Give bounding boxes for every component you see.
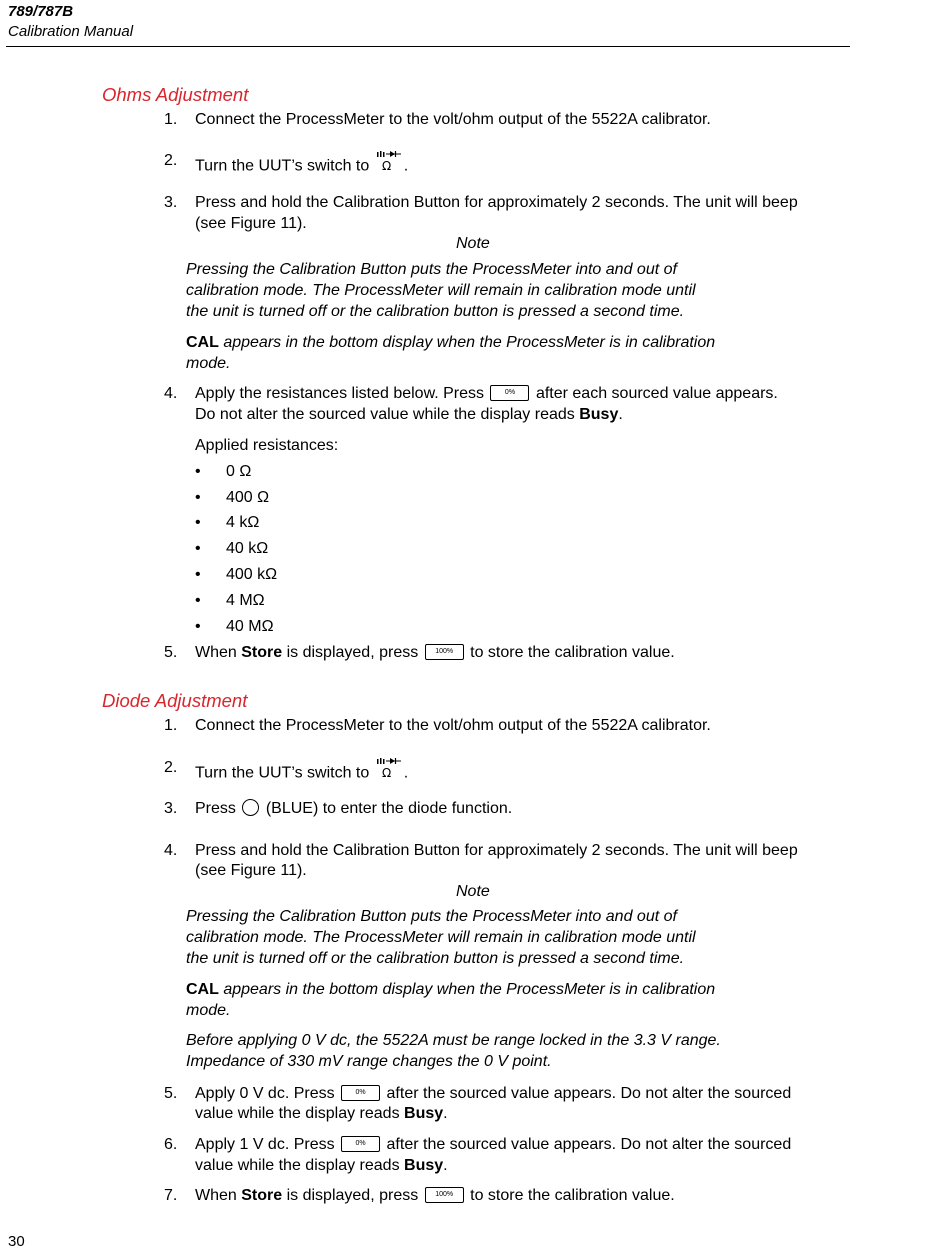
step-text: Do not alter the sourced value while the display reads bbox=[195, 406, 580, 423]
hundred-percent-key-icon: 100% bbox=[425, 644, 464, 660]
note-line bbox=[186, 981, 715, 999]
resistance-value: 4 kΩ bbox=[226, 514, 260, 531]
note-line: calibration mode. The ProcessMeter will remain in calibration mode until bbox=[186, 929, 696, 946]
step-number: 1. bbox=[164, 717, 178, 734]
zero-percent-key-icon: 0% bbox=[490, 385, 529, 401]
step-text: is displayed, press bbox=[282, 1187, 419, 1204]
step-number: 4. bbox=[164, 842, 178, 859]
diode-step-3 bbox=[195, 800, 512, 818]
ohms-step-2 bbox=[195, 152, 408, 181]
svg-text:Ω: Ω bbox=[381, 159, 391, 173]
step-number: 5. bbox=[164, 1085, 178, 1102]
resistance-value: 0 Ω bbox=[226, 463, 252, 480]
ohms-section-title: Ohms Adjustment bbox=[102, 84, 249, 105]
step-text: after each sourced value appears. bbox=[535, 385, 778, 402]
page-number: 30 bbox=[8, 1233, 25, 1250]
diode-step-4-line2: (see Figure 11). bbox=[195, 862, 307, 879]
step-text: . bbox=[443, 1157, 448, 1174]
step-text: to store the calibration value. bbox=[470, 644, 675, 661]
diode-step-5-line2 bbox=[195, 1105, 448, 1123]
step-text: Press bbox=[195, 800, 236, 817]
diode-step-2 bbox=[195, 759, 408, 788]
ohms-step-4-line2 bbox=[195, 406, 623, 424]
step-text: . bbox=[403, 157, 409, 175]
note-line: the unit is turned off or the calibration button is pressed a second time. bbox=[186, 303, 685, 320]
step-text: to store the calibration value. bbox=[470, 1187, 675, 1204]
blue-button-icon bbox=[242, 799, 259, 816]
bullet-icon: • bbox=[195, 540, 201, 557]
step-text: value while the display reads bbox=[195, 1105, 405, 1122]
step-text: after the sourced value appears. Do not alter the sourced bbox=[386, 1085, 792, 1102]
ohms-step-3-line2: (see Figure 11). bbox=[195, 215, 307, 232]
header-rule bbox=[6, 46, 850, 47]
step-text: When bbox=[195, 1187, 242, 1204]
diode-section-title: Diode Adjustment bbox=[102, 690, 248, 711]
step-text: Turn the UUT’s switch to bbox=[195, 764, 370, 782]
svg-text:Ω: Ω bbox=[381, 766, 391, 780]
note-text: appears in the bottom display when the ProcessMeter is in calibration bbox=[218, 981, 716, 998]
note-line: Pressing the Calibration Button puts the ProcessMeter into and out of bbox=[186, 261, 677, 278]
applied-resistances-label: Applied resistances: bbox=[195, 437, 339, 454]
bullet-icon: • bbox=[195, 566, 201, 583]
ohms-step-3-line1: Press and hold the Calibration Button for approximately 2 seconds. The unit will beep bbox=[195, 194, 798, 211]
note-line: the unit is turned off or the calibration button is pressed a second time. bbox=[186, 950, 685, 967]
resistance-value: 4 MΩ bbox=[226, 592, 265, 609]
cal-label: CAL bbox=[186, 981, 219, 998]
ohms-step-4-line1 bbox=[195, 385, 778, 403]
step-text: . bbox=[403, 764, 409, 782]
note-line: Pressing the Calibration Button puts the ProcessMeter into and out of bbox=[186, 908, 677, 925]
store-label: Store bbox=[241, 1187, 283, 1204]
note-line: mode. bbox=[186, 355, 231, 372]
diode-step-6-line1 bbox=[195, 1136, 791, 1154]
resistance-value: 400 kΩ bbox=[226, 566, 278, 583]
note-text: appears in the bottom display when the ProcessMeter is in calibration bbox=[218, 334, 716, 351]
diode-step-7 bbox=[195, 1187, 675, 1205]
busy-label: Busy bbox=[404, 1157, 444, 1174]
resistance-value: 40 kΩ bbox=[226, 540, 269, 557]
ohm-diode-switch-icon bbox=[374, 149, 404, 178]
note-line: calibration mode. The ProcessMeter will remain in calibration mode until bbox=[186, 282, 696, 299]
step-text: Apply 0 V dc. Press bbox=[195, 1085, 335, 1102]
diode-step-4-line1: Press and hold the Calibration Button for approximately 2 seconds. The unit will beep bbox=[195, 842, 798, 859]
diode-step-1: Connect the ProcessMeter to the volt/ohm output of the 5522A calibrator. bbox=[195, 717, 711, 734]
document-subtitle: Calibration Manual bbox=[8, 23, 134, 40]
step-text: value while the display reads bbox=[195, 1157, 405, 1174]
note-line bbox=[186, 334, 715, 352]
resistance-value: 40 MΩ bbox=[226, 618, 274, 635]
document-model: 789/787B bbox=[8, 3, 74, 20]
step-text: . bbox=[618, 406, 623, 423]
bullet-icon: • bbox=[195, 618, 201, 635]
resistance-value: 400 Ω bbox=[226, 489, 270, 506]
step-number: 3. bbox=[164, 800, 178, 817]
bullet-icon: • bbox=[195, 489, 201, 506]
step-number: 5. bbox=[164, 644, 178, 661]
busy-label: Busy bbox=[404, 1105, 444, 1122]
step-text: . bbox=[443, 1105, 448, 1122]
ohms-step-1: Connect the ProcessMeter to the volt/ohm output of the 5522A calibrator. bbox=[195, 111, 711, 128]
zero-percent-key-icon: 0% bbox=[341, 1136, 380, 1152]
note-line: Impedance of 330 mV range changes the 0 V point. bbox=[186, 1053, 552, 1070]
busy-label: Busy bbox=[579, 406, 619, 423]
step-number: 7. bbox=[164, 1187, 178, 1204]
step-text: Apply the resistances listed below. Press bbox=[195, 385, 485, 402]
step-text: (BLUE) to enter the diode function. bbox=[265, 800, 513, 817]
cal-label: CAL bbox=[186, 334, 219, 351]
step-text: Apply 1 V dc. Press bbox=[195, 1136, 335, 1153]
bullet-icon: • bbox=[195, 514, 201, 531]
step-text: is displayed, press bbox=[282, 644, 419, 661]
step-text: When bbox=[195, 644, 242, 661]
step-text: Turn the UUT’s switch to bbox=[195, 157, 370, 175]
step-number: 6. bbox=[164, 1136, 178, 1153]
zero-percent-key-icon: 0% bbox=[341, 1085, 380, 1101]
step-text: after the sourced value appears. Do not alter the sourced bbox=[386, 1136, 792, 1153]
bullet-icon: • bbox=[195, 463, 201, 480]
diode-step-5-line1 bbox=[195, 1085, 791, 1103]
step-number: 4. bbox=[164, 385, 178, 402]
diode-step-6-line2 bbox=[195, 1157, 448, 1175]
step-number: 2. bbox=[164, 152, 178, 169]
step-number: 3. bbox=[164, 194, 178, 211]
store-label: Store bbox=[241, 644, 283, 661]
bullet-icon: • bbox=[195, 592, 201, 609]
note-line: Before applying 0 V dc, the 5522A must be range locked in the 3.3 V range. bbox=[186, 1032, 721, 1049]
note-heading: Note bbox=[456, 883, 490, 900]
step-number: 1. bbox=[164, 111, 178, 128]
step-number: 2. bbox=[164, 759, 178, 776]
ohm-diode-switch-icon bbox=[374, 756, 404, 785]
note-heading: Note bbox=[456, 235, 490, 252]
ohms-step-5 bbox=[195, 644, 675, 662]
note-line: mode. bbox=[186, 1002, 231, 1019]
hundred-percent-key-icon: 100% bbox=[425, 1187, 464, 1203]
